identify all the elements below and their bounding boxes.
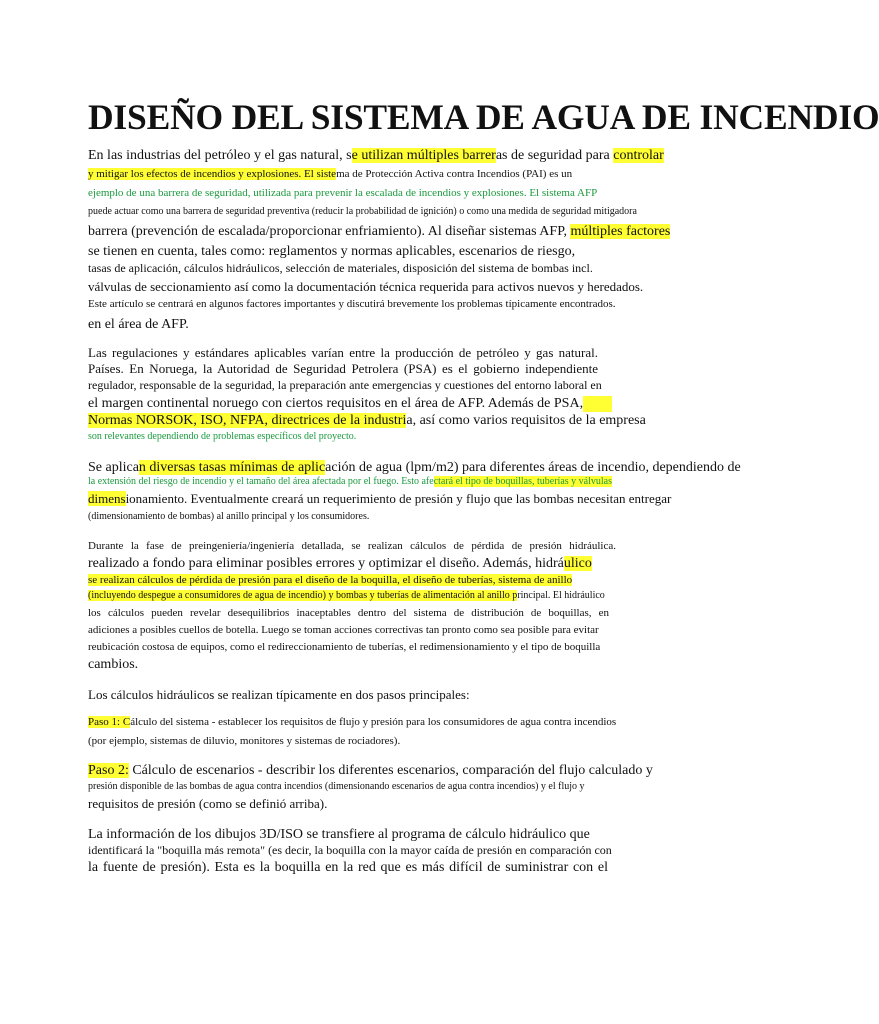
p3-line-2: [88, 476, 612, 488]
p4-line-7: reubicación costosa de equipos, como el redireccionamiento de tuberías, el redimensionamiento y el tipo de boquilla: [88, 641, 601, 653]
p2-line-3: regulador, responsable de la seguridad, la preparación ante emergencias y cuestiones del entorno laboral en: [88, 378, 602, 392]
step1-line-1: [88, 716, 616, 729]
highlighted-run: y mitigar los efectos de incendios y explosiones. El siste: [88, 168, 337, 180]
highlighted-run: se realizan cálculos de pérdida de presión para el diseño de la boquilla, el diseño de tuberías, sistema de anillo: [88, 574, 573, 586]
p6-line-2: identificará la "boquilla más remota" (es decir, la boquilla con la mayor caída de presión en comparación con: [88, 843, 612, 857]
p4-line-2: [88, 556, 592, 572]
p1-line-8: válvulas de seccionamiento así como la documentación técnica requerida para activos nuevos y heredados.: [88, 279, 644, 294]
highlighted-run: dimens: [88, 491, 126, 506]
step1-line-2: (por ejemplo, sistemas de diluvio, monitores y sistemas de rociadores).: [88, 735, 401, 747]
highlighted-run: controlar: [613, 148, 664, 163]
p1-line-7: tasas de aplicación, cálculos hidráulicos, selección de materiales, disposición del sistema de bombas incl.: [88, 261, 593, 275]
text-run: ma de Protección Activa contra Incendios (PAI) es un: [336, 168, 573, 180]
highlighted-run: ctará el tipo de boquillas, tuberías y válvulas: [433, 476, 612, 487]
highlight-mark: [583, 396, 612, 412]
p3-line-3: [88, 492, 671, 507]
p2-line-6: son relevantes dependiendo de problemas específicos del proyecto.: [88, 431, 357, 442]
p1-line-4: puede actuar como una barrera de seguridad preventiva (reducir la probabilidad de ignición) o como una medida de seguridad mitigadora: [88, 206, 637, 217]
p4-line-6: adiciones a posibles cuellos de botella. Luego se toman acciones correctivas tan pronto como sea posible para evitar: [88, 624, 599, 636]
text-run: realizado a fondo para eliminar posibles errores y optimizar el diseño. Además, hidrá: [88, 556, 564, 571]
p4-line-1: Durante la fase de preingeniería/ingeniería detallada, se realizan cálculos de pérdida de presión hidráulica.: [88, 540, 616, 552]
highlighted-run: múltiples factores: [570, 224, 671, 239]
p1-line-3: ejemplo de una barrera de seguridad, utilizada para prevenir la escalada de incendios y explosiones. El sistema AFP: [88, 187, 598, 199]
p2-line-2: Países. En Noruega, la Autoridad de Seguridad Petrolera (PSA) es el gobierno independiente: [88, 361, 598, 376]
text-run: a, así como varios requisitos de la empresa: [406, 413, 646, 428]
highlighted-run: Normas NORSOK, ISO, NFPA, directrices de la industri: [88, 413, 407, 428]
text-run: ación de agua (lpm/m2) para diferentes áreas de incendio, dependiendo de: [325, 460, 741, 475]
p6-line-1: La información de los dibujos 3D/ISO se transfiere al programa de cálculo hidráulico que: [88, 827, 590, 842]
text-run: la extensión del riesgo de incendio y el tamaño del área afectada por el fuego. Esto afe: [88, 476, 434, 487]
p3-line-1: [88, 460, 741, 476]
p1-line-10: en el área de AFP.: [88, 317, 189, 332]
text-run: as de seguridad para: [495, 148, 614, 163]
step2-line-2: presión disponible de las bombas de agua contra incendios (dimensionando escenarios de agua contra incendios) y el flujo y: [88, 781, 585, 792]
highlighted-run: e utilizan múltiples barrer: [351, 148, 496, 163]
highlighted-run: (incluyendo despegue a consumidores de agua de incendio) y bombas y tuberías de alimentación al anillo p: [88, 590, 518, 601]
p4-line-4: [88, 590, 605, 602]
highlighted-run: ulico: [563, 556, 592, 571]
p1-line-5: [88, 224, 670, 240]
p2-line-1: Las regulaciones y estándares aplicables varían entre la producción de petróleo y gas natural.: [88, 345, 598, 360]
step2-line-3: requisitos de presión (como se definió arriba).: [88, 796, 328, 811]
text-run: barrera (prevención de escalada/proporcionar enfriamiento). Al diseñar sistemas AFP,: [88, 224, 571, 239]
p1-line-2: [88, 168, 572, 181]
step-label: Paso 1: C: [88, 716, 131, 728]
p6-line-3: la fuente de presión). Esta es la boquilla en la red que es más difícil de suministrar con el: [88, 860, 608, 875]
p5-line-1: Los cálculos hidráulicos se realizan típicamente en dos pasos principales:: [88, 687, 470, 702]
text-run: ionamiento. Eventualmente creará un requerimiento de presión y flujo que las bombas necesitan entregar: [125, 491, 672, 506]
p2-line-5: [88, 413, 646, 429]
text-run: Cálculo de escenarios - describir los diferentes escenarios, comparación del flujo calculado y: [128, 763, 653, 778]
p4-line-3: [88, 574, 572, 587]
p1-line-9: Este artículo se centrará en algunos factores importantes y discutirá brevemente los problemas típicamente encontrados.: [88, 298, 616, 310]
p3-line-4: (dimensionamiento de bombas) al anillo principal y los consumidores.: [88, 511, 370, 522]
p1-line-1: [88, 148, 664, 164]
text-run: Se aplica: [88, 460, 139, 475]
text-run: rincipal. El hidráulico: [517, 590, 605, 601]
p4-line-5: los cálculos pueden revelar desequilibrios inaceptables dentro del sistema de distribución de boquillas, en: [88, 607, 609, 619]
p4-line-8: cambios.: [88, 657, 139, 672]
p2-line-4: el margen continental noruego con ciertos requisitos en el área de AFP. Además de PSA,: [88, 396, 584, 411]
document-title: DISEÑO DEL SISTEMA DE AGUA DE INCENDIO: [88, 97, 879, 137]
text-run: álculo del sistema - establecer los requisitos de flujo y presión para los consumidores de agua contra incendios: [130, 716, 617, 728]
highlighted-run: n diversas tasas mínimas de aplic: [138, 460, 326, 475]
text-run: En las industrias del petróleo y el gas natural, s: [88, 148, 352, 163]
step2-line-1: [88, 763, 653, 779]
p1-line-6: se tienen en cuenta, tales como: reglamentos y normas aplicables, escenarios de riesgo,: [88, 244, 576, 259]
step-label: Paso 2:: [88, 763, 129, 778]
